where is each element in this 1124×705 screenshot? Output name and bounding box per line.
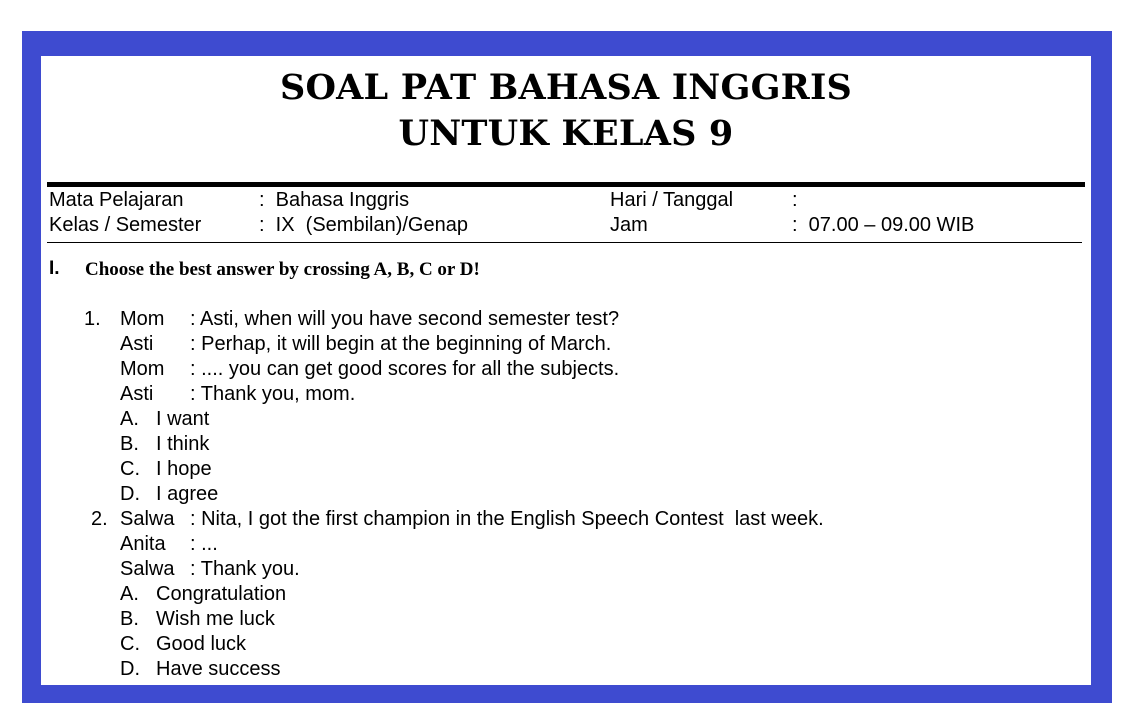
dialogue-speaker: Mom xyxy=(120,358,165,380)
dialogue-speaker: Salwa xyxy=(120,558,175,580)
option-letter: C. xyxy=(120,458,140,480)
subject-label: Mata Pelajaran xyxy=(49,189,184,211)
option-text: I want xyxy=(156,408,210,430)
option-letter: C. xyxy=(120,633,140,655)
class-label: Kelas / Semester xyxy=(49,214,202,236)
dialogue-text: : Thank you. xyxy=(190,558,300,580)
option-text: Good luck xyxy=(156,633,247,655)
option-letter: D. xyxy=(120,483,140,505)
option-letter: A. xyxy=(120,583,139,605)
option-text: Wish me luck xyxy=(156,608,275,630)
question-number: 2. xyxy=(91,508,108,530)
header-divider-thin xyxy=(47,242,1082,243)
dialogue-speaker: Mom xyxy=(120,308,165,330)
dialogue-text: : Perhap, it will begin at the beginning of March. xyxy=(190,333,612,355)
option-letter: B. xyxy=(120,433,139,455)
document-title-line1: SOAL PAT BAHASA INGGRIS xyxy=(279,67,853,108)
question-number: 1. xyxy=(84,308,101,330)
option-text: I hope xyxy=(156,458,212,480)
option-text: I agree xyxy=(156,483,219,505)
dialogue-speaker: Asti xyxy=(120,333,154,355)
option-letter: A. xyxy=(120,408,139,430)
day-label: Hari / Tanggal xyxy=(610,189,734,211)
option-letter: B. xyxy=(120,608,139,630)
document-title-line2: UNTUK KELAS 9 xyxy=(398,113,734,154)
section-number: I. xyxy=(49,258,60,279)
option-text: Congratulation xyxy=(156,583,287,605)
option-text: I think xyxy=(156,433,210,455)
document-page xyxy=(41,56,1091,685)
time-value: : 07.00 – 09.00 WIB xyxy=(792,214,975,236)
dialogue-speaker: Asti xyxy=(120,383,154,405)
class-value: : IX (Sembilan)/Genap xyxy=(259,214,468,236)
dialogue-speaker: Salwa xyxy=(120,508,175,530)
dialogue-text: : Asti, when will you have second semester test? xyxy=(190,308,620,330)
subject-value: : Bahasa Inggris xyxy=(259,189,410,211)
dialogue-text: : .... you can get good scores for all the subjects. xyxy=(190,358,620,380)
section-instruction: Choose the best answer by crossing A, B, C or D! xyxy=(85,259,480,280)
dialogue-text: : ... xyxy=(190,533,218,555)
time-label: Jam xyxy=(610,214,648,236)
header-divider-thick xyxy=(47,182,1085,187)
option-letter: D. xyxy=(120,658,140,680)
day-value: : xyxy=(792,189,798,211)
dialogue-text: : Thank you, mom. xyxy=(190,383,356,405)
dialogue-speaker: Anita xyxy=(120,533,166,555)
dialogue-text: : Nita, I got the first champion in the English Speech Contest last week. xyxy=(190,508,824,530)
option-text: Have success xyxy=(156,658,281,680)
